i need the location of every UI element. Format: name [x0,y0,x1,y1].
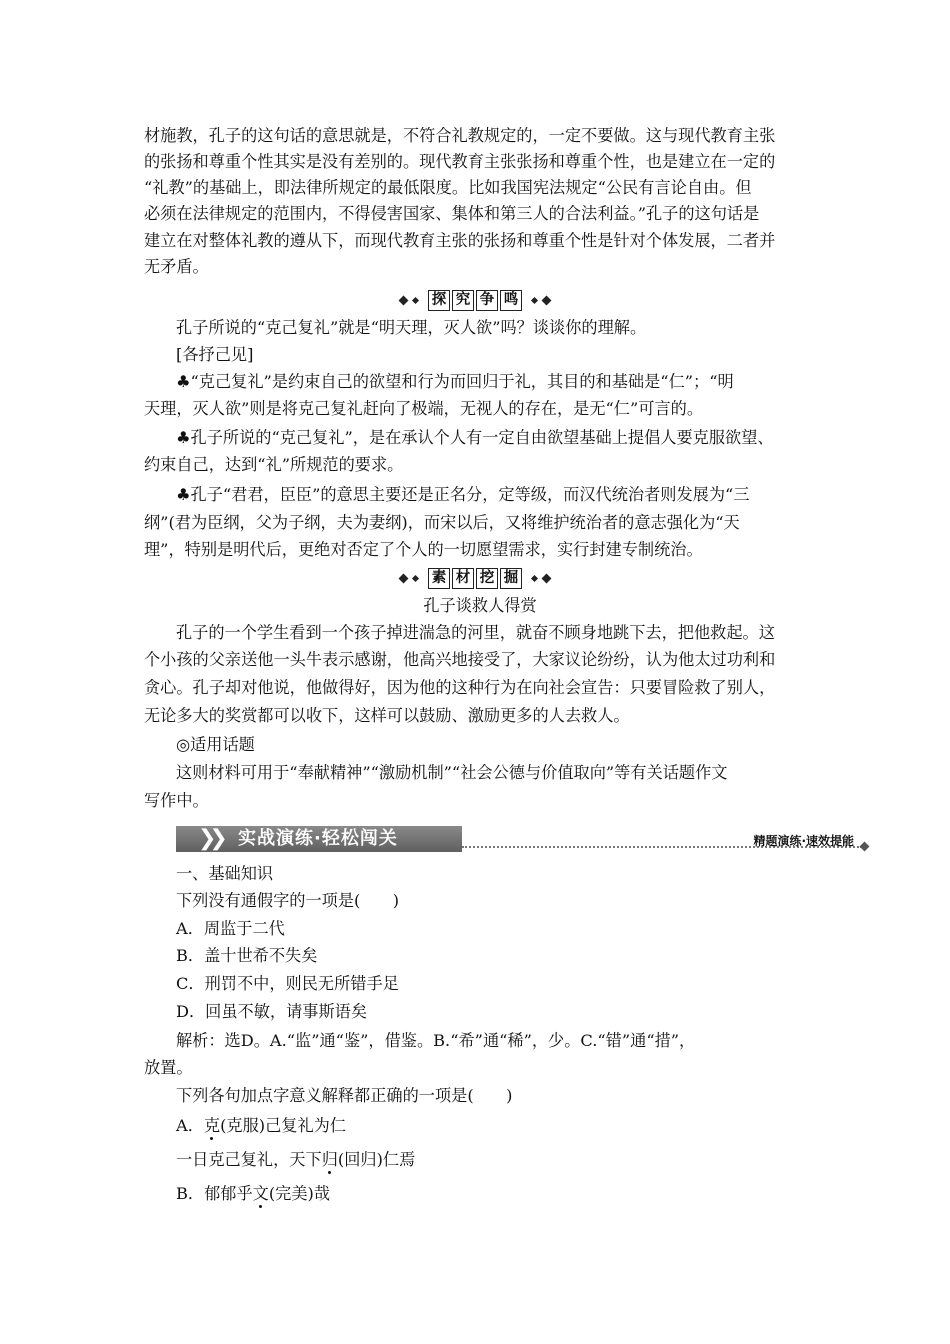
label-char: 素 [428,568,450,589]
dotted-character: 归 [321,1150,338,1169]
banner-title: 实战演练·轻松闯关 [238,828,398,849]
practice-banner [176,826,868,852]
topic-heading: ◎适用话题 [176,735,255,754]
intro-line-4: 必须在法律规定的范围内，不得侵害国家、集体和第三人的合法利益。”孔子的这句话是 [144,204,760,223]
view1-line-2: 天理，灭人欲”则是将克己复礼赶向了极端，无视人的存在，是无“仁”可言的。 [144,399,704,418]
q1-option-b: B．盖十世希不失矣 [176,946,318,965]
q2-option-a-line-2 [176,1147,415,1174]
part-heading: 一、基础知识 [176,864,274,883]
section-label [427,568,523,589]
option-text: (回归)仁焉 [337,1150,416,1169]
intro-line-1: 材施教，孔子的这句话的意思就是，不符合礼教规定的，一定不要做。这与现代教育主张 [144,126,776,145]
discussion-question: 孔子所说的“克己复礼”就是“明天理，灭人欲”吗？谈谈你的理解。 [176,318,647,337]
q1-analysis-line-1: 解析：选D。A.“监”通“鉴”，借鉴。B.“希”通“稀”，少。C.“错”通“措”， [176,1031,696,1050]
diamond-icon [531,574,538,581]
diamond-icon [542,295,552,305]
label-char: 究 [452,290,474,311]
intro-line-2: 的张扬和尊重个性其实是没有差别的。现代教育主张张扬和尊重个性，也是建立在一定的 [144,152,776,171]
story-title: 孔子谈救人得赏 [423,596,537,615]
question-2: 下列各句加点字意义解释都正确的一项是( ) [176,1086,513,1105]
q1-analysis-line-2: 放置。 [144,1058,193,1077]
diamond-icon [412,574,419,581]
label-char: 争 [476,290,498,311]
question-1: 下列没有通假字的一项是( ) [176,891,400,910]
story-line-2: 个小孩的父亲送他一头牛表示感谢，他高兴地接受了，大家议论纷纷，认为他太过功利和 [144,650,776,669]
label-char: 材 [452,568,474,589]
diamond-icon [860,842,870,852]
intro-line-5: 建立在对整体礼教的遵从下，而现代教育主张的张扬和尊重个性是针对个体发展，二者并 [144,231,776,250]
label-char: 挖 [476,568,498,589]
option-text: B．郁郁乎 [176,1184,253,1203]
dotted-character: 克 [203,1116,221,1135]
option-text: (克服)己复礼为仁 [220,1116,347,1135]
view3-line-1: ♣孔子“君君，臣臣”的意思主要还是正名分，定等级，而汉代统治者则发展为“三 [176,485,750,504]
view2-line-2: 约束自己，达到“礼”所规范的要求。 [144,455,404,474]
view3-line-2: 纲”(君为臣纲，父为子纲，夫为妻纲)，而宋以后，又将维护统治者的意志强化为“天 [144,513,740,532]
label-char: 探 [428,290,450,311]
label-char: 鸣 [500,290,522,311]
q2-option-a-line-1 [176,1113,346,1140]
view2-line-1: ♣孔子所说的“克己复礼”，是在承认个人有一定自由欲望基础上提倡人要克服欲望、 [176,428,774,447]
q1-option-d: D．回虽不敏，请事斯语矣 [176,1002,368,1021]
story-line-1: 孔子的一个学生看到一个孩子掉进湍急的河里，就奋不顾身地跳下去，把他救起。这 [176,623,775,642]
section-label [427,290,523,311]
subheading: [各抒己见] [176,345,254,364]
q1-option-a: A．周监于二代 [176,919,285,938]
banner-subtitle: 精题演练·速效提能 [753,834,854,848]
view3-line-3: 理”，特别是明代后，更绝对否定了个人的一切愿望需求，实行封建专制统治。 [144,540,703,559]
option-text: 一日克己复礼，天下 [176,1150,322,1169]
section-heading-material [0,568,950,588]
section-heading-explore [0,290,950,310]
story-line-4: 无论多大的奖赏都可以收下，这样可以鼓励、激励更多的人去救人。 [144,706,630,725]
view1-line-1: ♣“克己复礼”是约束自己的欲望和行为而回归于礼，其目的和基础是“仁”；“明 [176,372,734,391]
option-text: (完美)哉 [268,1184,331,1203]
diamond-icon [412,296,419,303]
story-line-3: 贪心。孔子却对他说，他做得好，因为他的这种行为在向社会宣告：只要冒险救了别人， [144,678,776,697]
dotted-character: 文 [252,1184,269,1203]
diamond-icon [531,296,538,303]
intro-line-6: 无矛盾。 [144,257,209,276]
diamond-icon [399,573,409,583]
label-char: 掘 [500,568,522,589]
diamond-icon [399,295,409,305]
double-chevron-icon: ❯❯ [198,826,221,851]
q2-option-b [176,1181,330,1208]
option-prefix: A． [176,1116,204,1135]
diamond-icon [542,573,552,583]
intro-line-3: “礼教”的基础上，即法律所规定的最低限度。比如我国宪法规定“公民有言论自由。但 [144,178,752,197]
q1-option-c: C．刑罚不中，则民无所错手足 [176,974,399,993]
topic-line-2: 写作中。 [144,791,209,810]
topic-line-1: 这则材料可用于“奉献精神”“激励机制”“社会公德与价值取向”等有关话题作文 [176,763,728,782]
